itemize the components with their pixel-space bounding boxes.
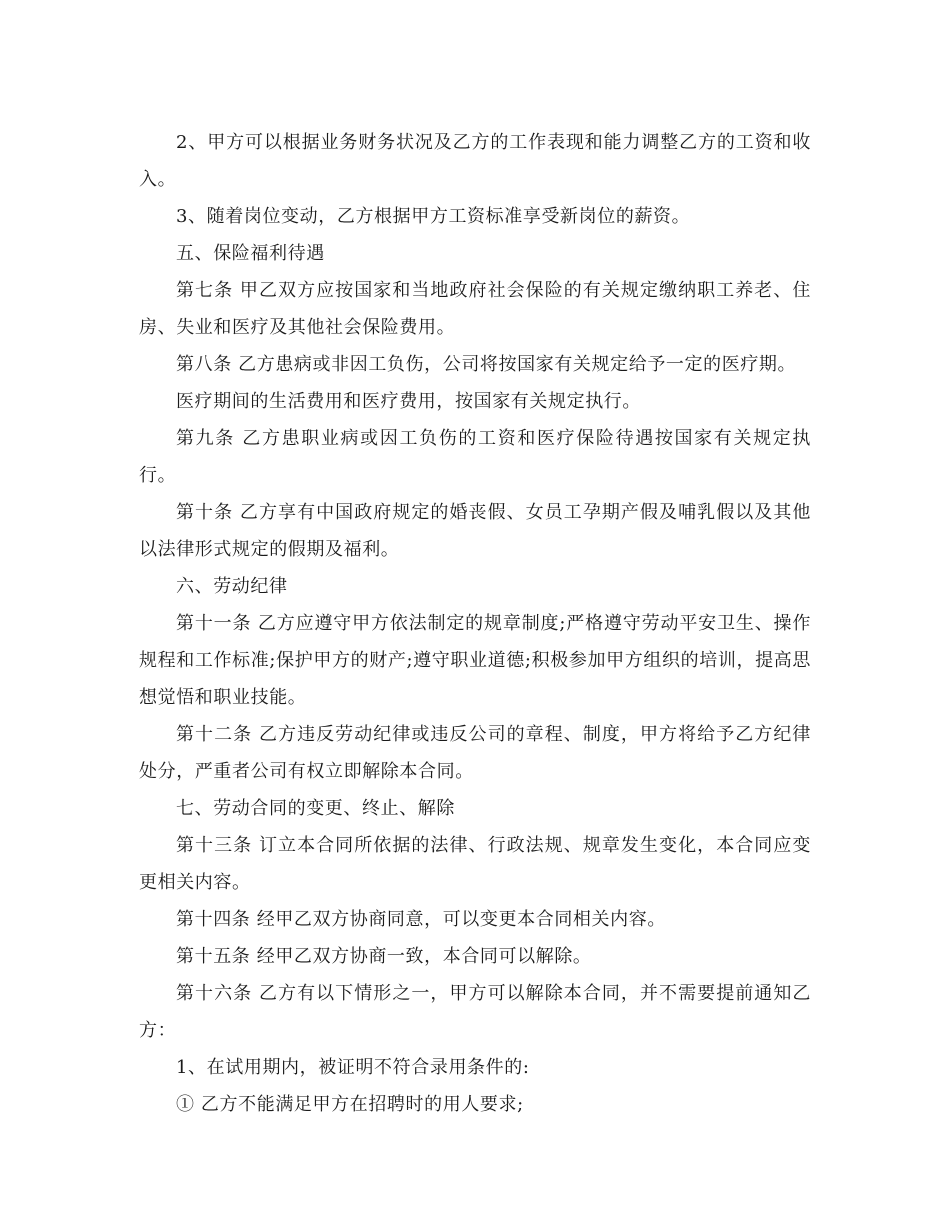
article-15: 第十五条 经甲乙双方协商一致，本合同可以解除。 [176, 946, 592, 967]
article-8: 第八条 乙方患病或非因工负伤，公司将按国家有关规定给予一定的医疗期。 [176, 354, 797, 375]
article-10: 第十条 乙方享有中国政府规定的婚丧假、女员工孕期产假及哺乳假以及其他以法律形式规定的假期及福利。 [139, 502, 811, 560]
article-11: 第十一条 乙方应遵守甲方依法制定的规章制度;严格遵守劳动平安卫生、操作规程和工作标准;保护甲方的财产;遵守职业道德;积极参加甲方组织的培训，提高思想觉悟和职业技能。 [139, 613, 811, 708]
section-heading-discipline: 六、劳动纪律 [176, 576, 288, 597]
article-9: 第九条 乙方患职业病或因工负伤的工资和医疗保险待遇按国家有关规定执行。 [139, 428, 811, 486]
article-12: 第十二条 乙方违反劳动纪律或违反公司的章程、制度，甲方将给予乙方纪律处分，严重者公司有权立即解除本合同。 [139, 724, 811, 782]
article-7: 第七条 甲乙双方应按国家和当地政府社会保险的有关规定缴纳职工养老、住房、失业和医疗及其他社会保险费用。 [139, 280, 811, 338]
section-heading-insurance: 五、保险福利待遇 [176, 243, 325, 264]
paragraph-position-change: 3、随着岗位变动，乙方根据甲方工资标准享受新岗位的薪资。 [176, 206, 691, 227]
list-item-probation: 1、在试用期内，被证明不符合录用条件的: [176, 1057, 530, 1078]
article-14: 第十四条 经甲乙双方协商同意，可以变更本合同相关内容。 [176, 909, 666, 930]
section-heading-contract-changes: 七、劳动合同的变更、终止、解除 [176, 798, 455, 819]
article-13: 第十三条 订立本合同所依据的法律、行政法规、规章发生变化，本合同应变更相关内容。 [139, 835, 811, 893]
paragraph-salary-adjustment: 2、甲方可以根据业务财务状况及乙方的工作表现和能力调整乙方的工资和收入。 [139, 132, 811, 190]
document-body [139, 124, 811, 1123]
list-subitem-1: ① 乙方不能满足甲方在招聘时的用人要求; [176, 1094, 524, 1115]
paragraph-medical-period: 医疗期间的生活费用和医疗费用，按国家有关规定执行。 [176, 391, 641, 412]
article-16: 第十六条 乙方有以下情形之一，甲方可以解除本合同，并不需要提前通知乙方： [139, 983, 811, 1041]
